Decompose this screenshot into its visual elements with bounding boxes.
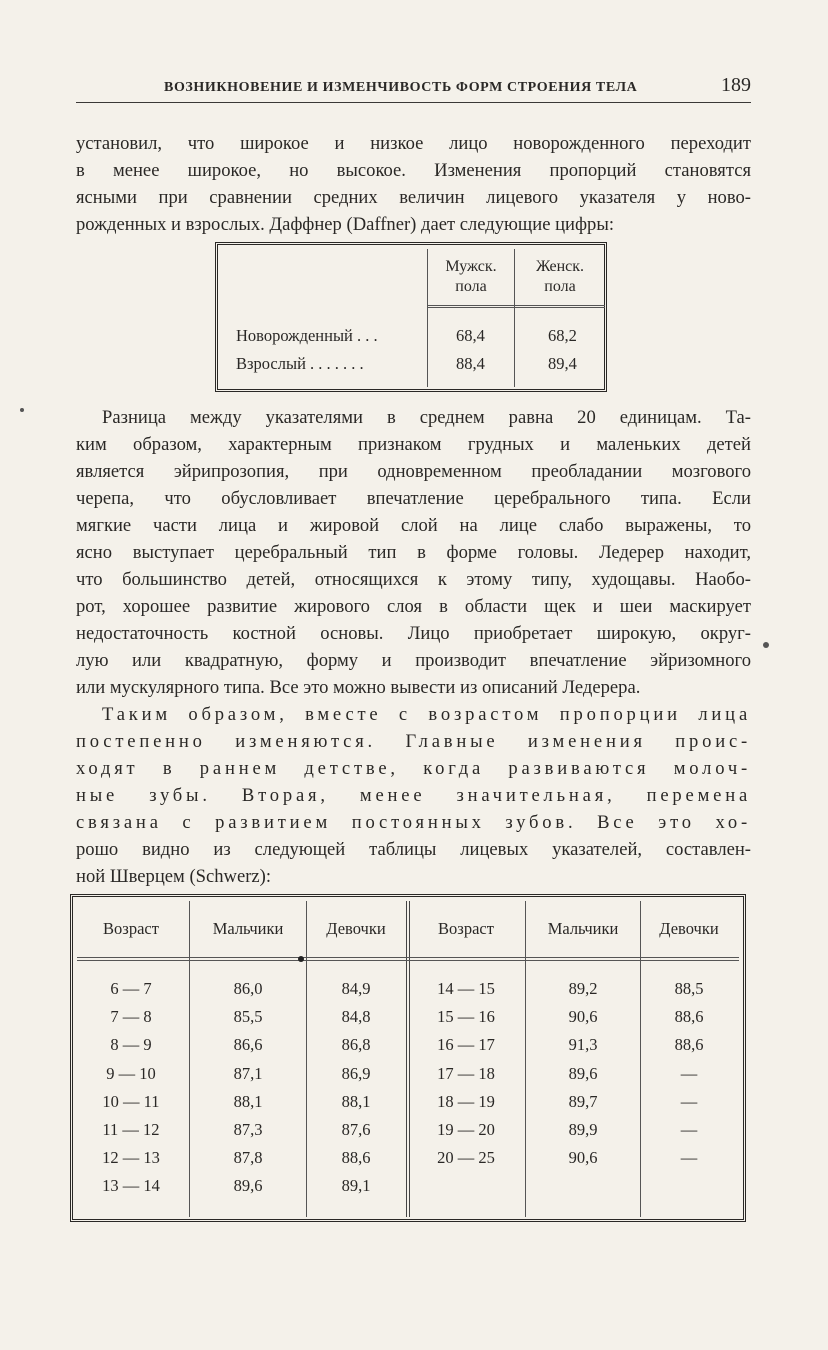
table-cell: 89,6 bbox=[568, 1063, 598, 1083]
table-cell: 6 — 7 bbox=[110, 979, 152, 998]
table-cell: 89,7 bbox=[568, 1091, 598, 1111]
text-line: черепа, что обусловливает впечатление церебрального типа. Если bbox=[76, 488, 751, 509]
table-cell: 87,3 bbox=[233, 1120, 263, 1139]
text-line: ходят в раннем детстве, когда развиваются молоч- bbox=[76, 758, 751, 779]
text-line: Таким образом, вместе с возрастом пропорции лица bbox=[102, 704, 751, 725]
text-line: мягкие части лица и жировой слой на лице слабо выражены, то bbox=[76, 515, 751, 536]
text-line: рот, хорошее развитие жирового слоя в области щек и шеи маскирует bbox=[76, 596, 751, 617]
paragraph-3 bbox=[76, 701, 751, 890]
table-cell: 88,1 bbox=[341, 1091, 371, 1111]
schwerz-table bbox=[70, 894, 746, 1222]
paragraph-2 bbox=[76, 404, 751, 701]
table-cell: 87,1 bbox=[233, 1063, 263, 1083]
table-cell: 91,3 bbox=[568, 1035, 598, 1055]
table-cell: 84,8 bbox=[341, 1007, 371, 1027]
table-cell: 86,8 bbox=[341, 1035, 371, 1055]
row-label-newborn: Новорожденный . . . bbox=[236, 326, 378, 345]
cell-newborn-male: 68,4 bbox=[456, 326, 485, 345]
table-cell: 87,6 bbox=[341, 1120, 371, 1139]
table-cell: 20 — 25 bbox=[437, 1148, 495, 1168]
table-cell: 17 — 18 bbox=[437, 1063, 495, 1083]
text-line: ные зубы. Вторая, менее значительная, перемена bbox=[76, 785, 751, 806]
table-cell: 88,6 bbox=[674, 1035, 704, 1055]
text-line: рошо видно из следующей таблицы лицевых указателей, составлен- bbox=[76, 839, 751, 860]
text-line: недостаточность костной основы. Лицо приобретает широкую, округ- bbox=[76, 623, 751, 644]
text-line: в менее широкое, но высокое. Изменения пропорций становятся bbox=[76, 160, 751, 181]
running-title: ВОЗНИКНОВЕНИЕ И ИЗМЕНЧИВОСТЬ ФОРМ СТРОЕНИЯ ТЕЛА bbox=[164, 80, 638, 95]
table-cell: 16 — 17 bbox=[437, 1035, 495, 1055]
text-line: ким образом, характерным признаком грудных и маленьких детей bbox=[76, 434, 751, 455]
cell-newborn-female: 68,2 bbox=[548, 326, 577, 345]
table-cell: 86,0 bbox=[233, 979, 263, 998]
text-line: ясно выступает церебральный тип в форме головы. Ледерер находит, bbox=[76, 542, 751, 563]
table-cell: 12 — 13 bbox=[102, 1148, 160, 1168]
table-cell: 88,5 bbox=[674, 979, 704, 998]
table-cell: 19 — 20 bbox=[437, 1120, 495, 1139]
table-cell: 11 — 12 bbox=[102, 1120, 160, 1139]
table-cell: — bbox=[680, 1148, 698, 1168]
table-cell: 13 — 14 bbox=[102, 1176, 160, 1196]
column-header: Девочки bbox=[659, 919, 719, 938]
table-cell: 87,8 bbox=[233, 1148, 263, 1168]
cell-adult-male: 88,4 bbox=[456, 354, 485, 373]
table-cell: 88,6 bbox=[674, 1007, 704, 1027]
text-line: или мускулярного типа. Все это можно вывести из описаний Ледерера. bbox=[76, 677, 641, 698]
column-header: Девочки bbox=[326, 919, 386, 938]
table-cell: 9 — 10 bbox=[106, 1063, 156, 1083]
text-line: связана с развитием постоянных зубов. Все это хо- bbox=[76, 812, 751, 833]
table-cell: 10 — 11 bbox=[102, 1091, 160, 1111]
table-cell: — bbox=[680, 1120, 698, 1139]
text-line: Разница между указателями в среднем равна 20 единицам. Та- bbox=[102, 407, 751, 428]
text-line: постепенно изменяются. Главные изменения проис- bbox=[76, 731, 751, 752]
col-header-female: Женск. пола bbox=[535, 258, 585, 295]
table-cell: — bbox=[680, 1063, 698, 1083]
daffner-table bbox=[215, 242, 607, 392]
column-header: Мальчики bbox=[212, 919, 284, 938]
table-cell: 89,2 bbox=[568, 979, 598, 998]
table-cell: 84,9 bbox=[341, 979, 371, 998]
table-cell: 18 — 19 bbox=[437, 1091, 495, 1111]
row-label-adult: Взрослый . . . . . . . bbox=[236, 354, 364, 373]
column-header: Мальчики bbox=[547, 919, 619, 938]
table-cell: — bbox=[680, 1091, 698, 1111]
table-cell: 90,6 bbox=[568, 1007, 598, 1027]
table-cell: 15 — 16 bbox=[437, 1007, 495, 1027]
text-line: ной Шверцем (Schwerz): bbox=[76, 866, 272, 887]
text-line: что большинство детей, относящихся к этому типу, худощавы. Наобо- bbox=[76, 569, 751, 590]
text-line: лую или квадратную, форму и производит впечатление эйризомного bbox=[76, 650, 751, 671]
table-cell: 89,9 bbox=[568, 1120, 598, 1139]
table-cell: 7 — 8 bbox=[110, 1007, 152, 1027]
text-line: ясными при сравнении средних величин лицевого указателя у ново- bbox=[76, 187, 751, 208]
table-cell: 90,6 bbox=[568, 1148, 598, 1168]
table-cell: 14 — 15 bbox=[437, 979, 495, 998]
col-header-male: Мужск. пола bbox=[445, 258, 497, 295]
text-line: установил, что широкое и низкое лицо новорожденного переходит bbox=[76, 133, 751, 154]
page-number: 189 bbox=[721, 74, 751, 96]
paragraph-1 bbox=[76, 130, 751, 238]
table-cell: 89,6 bbox=[233, 1176, 263, 1196]
table-cell: 86,6 bbox=[233, 1035, 263, 1055]
column-header: Возраст bbox=[103, 919, 159, 938]
text-line: рожденных и взрослых. Даффнер (Daffner) дает следующие цифры: bbox=[76, 214, 615, 235]
running-header bbox=[76, 76, 751, 103]
text-line: является эйрипрозопия, при одновременном преобладании мозгового bbox=[76, 461, 751, 482]
table-cell: 85,5 bbox=[233, 1007, 263, 1027]
table-cell: 89,1 bbox=[341, 1176, 371, 1196]
column-header: Возраст bbox=[438, 919, 494, 938]
cell-adult-female: 89,4 bbox=[548, 354, 577, 373]
table-cell: 86,9 bbox=[341, 1063, 371, 1083]
table-cell: 8 — 9 bbox=[110, 1035, 152, 1055]
table-cell: 88,6 bbox=[341, 1148, 371, 1168]
table-cell: 88,1 bbox=[233, 1091, 263, 1111]
